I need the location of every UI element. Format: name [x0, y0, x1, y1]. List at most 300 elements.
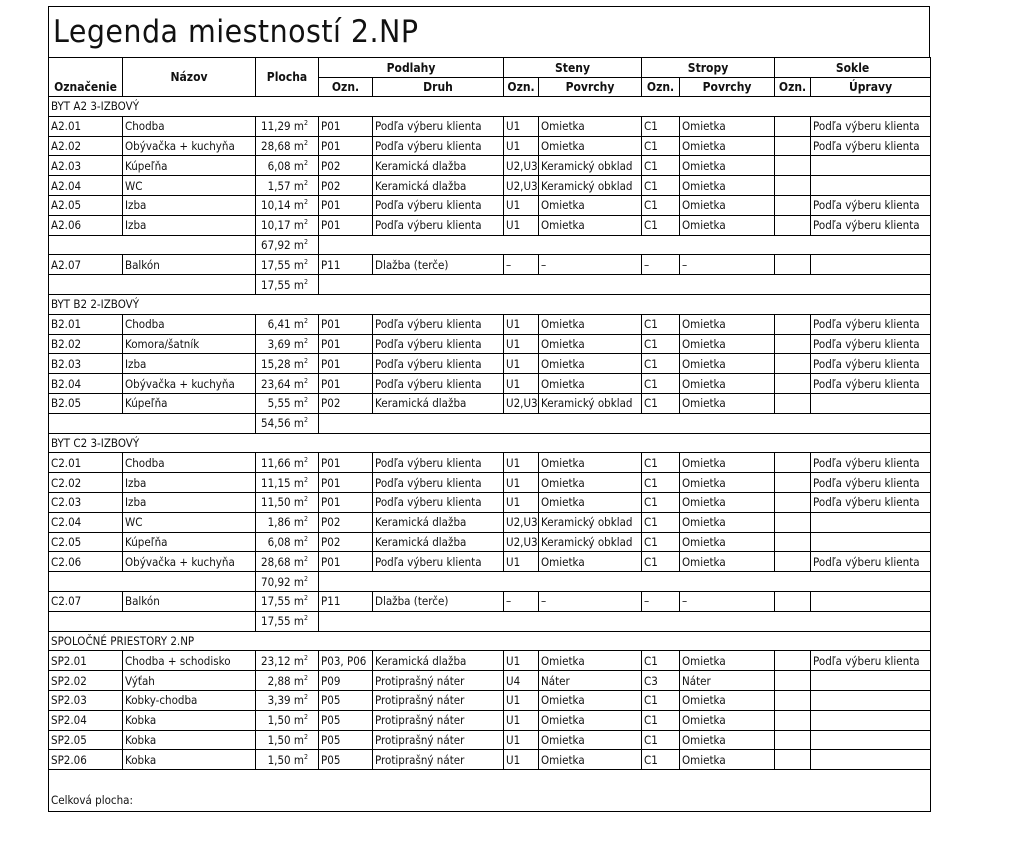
unit-superscript: 2: [303, 218, 308, 227]
cell-podlahy-ozn: P01: [319, 354, 373, 374]
cell-nazov: Kobka: [123, 710, 256, 730]
cell-podlahy-ozn: P01: [319, 334, 373, 354]
cell-stropy-ozn: C1: [642, 552, 680, 572]
cell-stropy-ozn: C1: [642, 176, 680, 196]
cell-steny-povrchy: Omietka: [539, 314, 642, 334]
cell-sokle-ozn: [775, 156, 811, 176]
cell-steny-povrchy: Omietka: [539, 215, 642, 235]
cell-sokle-ozn: [775, 730, 811, 750]
cell-steny-povrchy: Keramický obklad: [539, 393, 642, 413]
table-row: [49, 532, 931, 552]
cell-steny-ozn: U1: [504, 374, 539, 394]
title-box: [48, 6, 930, 57]
cell-steny-povrchy: Omietka: [539, 750, 642, 770]
cell-steny-ozn: U2,U3: [504, 393, 539, 413]
cell-plocha: 11,15 $m^2$: [256, 473, 319, 493]
cell-podlahy-ozn: P05: [319, 710, 373, 730]
cell-steny-povrchy: Omietka: [539, 334, 642, 354]
cell-nazov: Kobka: [123, 730, 256, 750]
cell-sokle-ozn: [775, 255, 811, 275]
unit-superscript: 2: [303, 574, 308, 583]
cell-sokle-ozn: [775, 393, 811, 413]
cell-stropy-ozn: C1: [642, 651, 680, 671]
table-row: [49, 176, 931, 196]
cell-sokle-upravy: [811, 690, 931, 710]
subtotal-row: [49, 413, 931, 433]
cell-sokle-ozn: [775, 116, 811, 136]
cell-sokle-ozn: [775, 750, 811, 770]
unit-superscript: 2: [303, 376, 308, 385]
cell-stropy-ozn: C1: [642, 116, 680, 136]
cell-steny-ozn: U1: [504, 750, 539, 770]
unit-superscript: 2: [303, 495, 308, 504]
cell-stropy-povrchy: Omietka: [680, 710, 775, 730]
cell-sokle-ozn: [775, 136, 811, 156]
cell-sokle-ozn: [775, 176, 811, 196]
cell-steny-povrchy: Keramický obklad: [539, 156, 642, 176]
cell-stropy-povrchy: Omietka: [680, 512, 775, 532]
cell-stropy-povrchy: Omietka: [680, 334, 775, 354]
cell-plocha: 23,12 $m^2$: [256, 651, 319, 671]
cell-nazov: Chodba: [123, 453, 256, 473]
header-oznacenie: Označenie: [49, 58, 123, 97]
room-legend-table: [48, 57, 931, 812]
cell-oznacenie: C2.06: [49, 552, 123, 572]
cell-steny-ozn: U2,U3: [504, 512, 539, 532]
cell-nazov: Izba: [123, 354, 256, 374]
table-row: [49, 453, 931, 473]
cell-sokle-upravy: [811, 393, 931, 413]
cell-plocha: 11,29 $m^2$: [256, 116, 319, 136]
cell-podlahy-ozn: P05: [319, 750, 373, 770]
cell-stropy-ozn: C1: [642, 354, 680, 374]
cell-oznacenie: B2.02: [49, 334, 123, 354]
cell-steny-ozn: U1: [504, 314, 539, 334]
cell-podlahy-druh: Keramická dlažba: [373, 156, 504, 176]
cell-podlahy-druh: Podľa výberu klienta: [373, 453, 504, 473]
cell-sokle-upravy: Podľa výberu klienta: [811, 492, 931, 512]
cell-nazov: Izba: [123, 215, 256, 235]
blank-cell: [49, 413, 256, 433]
cell-podlahy-ozn: P01: [319, 195, 373, 215]
cell-stropy-ozn: C1: [642, 473, 680, 493]
cell-steny-ozn: U1: [504, 552, 539, 572]
cell-stropy-ozn: C1: [642, 156, 680, 176]
cell-podlahy-ozn: P02: [319, 176, 373, 196]
cell-steny-povrchy: Omietka: [539, 492, 642, 512]
cell-sokle-upravy: Podľa výberu klienta: [811, 552, 931, 572]
cell-steny-ozn: –: [504, 591, 539, 611]
cell-stropy-povrchy: Omietka: [680, 393, 775, 413]
unit-superscript: 2: [303, 337, 308, 346]
cell-stropy-povrchy: Omietka: [680, 730, 775, 750]
cell-oznacenie: C2.04: [49, 512, 123, 532]
cell-nazov: Kúpeľňa: [123, 393, 256, 413]
cell-oznacenie: SP2.06: [49, 750, 123, 770]
cell-steny-ozn: U1: [504, 730, 539, 750]
table-row: [49, 334, 931, 354]
cell-nazov: Kúpeľňa: [123, 532, 256, 552]
cell-plocha: 11,50 $m^2$: [256, 492, 319, 512]
header-steny: Steny: [504, 58, 642, 78]
room-legend-sheet: [48, 6, 930, 812]
unit-superscript: 2: [303, 653, 308, 662]
cell-stropy-ozn: C1: [642, 492, 680, 512]
cell-podlahy-druh: Dlažba (terče): [373, 255, 504, 275]
cell-oznacenie: B2.01: [49, 314, 123, 334]
cell-podlahy-ozn: P01: [319, 552, 373, 572]
cell-sokle-ozn: [775, 690, 811, 710]
cell-stropy-ozn: C1: [642, 334, 680, 354]
subtotal-area: 54,56 $m^2$: [256, 413, 319, 433]
cell-stropy-ozn: C1: [642, 730, 680, 750]
total-label: Celková plocha:: [49, 770, 931, 812]
cell-stropy-povrchy: Omietka: [680, 750, 775, 770]
cell-plocha: 28,68 $m^2$: [256, 552, 319, 572]
cell-podlahy-druh: Podľa výberu klienta: [373, 116, 504, 136]
cell-stropy-povrchy: Omietka: [680, 453, 775, 473]
cell-steny-ozn: U2,U3: [504, 176, 539, 196]
cell-plocha: 6,41 $m^2$: [256, 314, 319, 334]
cell-stropy-ozn: C1: [642, 453, 680, 473]
cell-podlahy-druh: Podľa výberu klienta: [373, 195, 504, 215]
cell-plocha: 17,55 $m^2$: [256, 591, 319, 611]
unit-superscript: 2: [303, 139, 308, 148]
cell-sokle-upravy: Podľa výberu klienta: [811, 314, 931, 334]
cell-stropy-povrchy: Omietka: [680, 552, 775, 572]
header-stropy-povrchy: Povrchy: [680, 78, 775, 97]
unit-superscript: 2: [303, 178, 308, 187]
unit-superscript: 2: [303, 475, 308, 484]
cell-oznacenie: A2.03: [49, 156, 123, 176]
cell-sokle-ozn: [775, 334, 811, 354]
subtotal-area: 17,55 $m^2$: [256, 611, 319, 631]
cell-plocha: 2,88 $m^2$: [256, 671, 319, 691]
cell-oznacenie: B2.04: [49, 374, 123, 394]
cell-sokle-ozn: [775, 374, 811, 394]
cell-podlahy-ozn: P01: [319, 314, 373, 334]
table-row: [49, 512, 931, 532]
cell-stropy-povrchy: Omietka: [680, 374, 775, 394]
cell-steny-povrchy: –: [539, 255, 642, 275]
cell-podlahy-druh: Podľa výberu klienta: [373, 354, 504, 374]
cell-podlahy-druh: Keramická dlažba: [373, 651, 504, 671]
cell-steny-povrchy: Omietka: [539, 690, 642, 710]
cell-nazov: WC: [123, 176, 256, 196]
cell-podlahy-druh: Dlažba (terče): [373, 591, 504, 611]
header-steny-ozn: Ozn.: [504, 78, 539, 97]
cell-podlahy-ozn: P01: [319, 374, 373, 394]
cell-steny-ozn: U2,U3: [504, 532, 539, 552]
cell-nazov: Izba: [123, 473, 256, 493]
cell-nazov: Balkón: [123, 255, 256, 275]
cell-oznacenie: A2.02: [49, 136, 123, 156]
section-title: BYT C2 3-IZBOVÝ: [49, 433, 931, 453]
cell-stropy-povrchy: Omietka: [680, 136, 775, 156]
cell-oznacenie: SP2.04: [49, 710, 123, 730]
cell-podlahy-ozn: P02: [319, 512, 373, 532]
cell-sokle-upravy: [811, 176, 931, 196]
table-row: [49, 374, 931, 394]
cell-stropy-povrchy: Omietka: [680, 492, 775, 512]
cell-plocha: 5,55 $m^2$: [256, 393, 319, 413]
cell-stropy-ozn: –: [642, 591, 680, 611]
unit-superscript: 2: [303, 257, 308, 266]
cell-stropy-povrchy: Omietka: [680, 532, 775, 552]
table-row: [49, 473, 931, 493]
cell-sokle-upravy: Podľa výberu klienta: [811, 354, 931, 374]
cell-steny-povrchy: Omietka: [539, 473, 642, 493]
cell-sokle-ozn: [775, 195, 811, 215]
section-header-row: [49, 433, 931, 453]
table-row: [49, 116, 931, 136]
table-row: [49, 136, 931, 156]
total-row: [49, 770, 931, 812]
header-stropy: Stropy: [642, 58, 775, 78]
table-row: [49, 750, 931, 770]
cell-nazov: Chodba: [123, 314, 256, 334]
cell-steny-ozn: U4: [504, 671, 539, 691]
cell-steny-ozn: –: [504, 255, 539, 275]
table-row: [49, 671, 931, 691]
header-podlahy: Podlahy: [319, 58, 504, 78]
cell-podlahy-druh: Keramická dlažba: [373, 393, 504, 413]
cell-sokle-upravy: [811, 591, 931, 611]
cell-oznacenie: C2.01: [49, 453, 123, 473]
cell-stropy-povrchy: Omietka: [680, 354, 775, 374]
unit-superscript: 2: [303, 594, 308, 603]
section-header-row: [49, 97, 931, 117]
cell-steny-povrchy: Omietka: [539, 730, 642, 750]
cell-nazov: Komora/šatník: [123, 334, 256, 354]
unit-superscript: 2: [303, 693, 308, 702]
cell-stropy-ozn: C1: [642, 374, 680, 394]
cell-sokle-ozn: [775, 512, 811, 532]
cell-oznacenie: B2.05: [49, 393, 123, 413]
cell-podlahy-druh: Podľa výberu klienta: [373, 374, 504, 394]
cell-nazov: Izba: [123, 492, 256, 512]
table-row: [49, 492, 931, 512]
cell-stropy-povrchy: Omietka: [680, 156, 775, 176]
table-row: [49, 354, 931, 374]
subtotal-row: [49, 235, 931, 255]
cell-sokle-ozn: [775, 453, 811, 473]
cell-oznacenie: A2.06: [49, 215, 123, 235]
cell-sokle-upravy: [811, 255, 931, 275]
cell-oznacenie: SP2.02: [49, 671, 123, 691]
blank-cell: [49, 572, 256, 592]
cell-plocha: 1,57 $m^2$: [256, 176, 319, 196]
cell-sokle-upravy: Podľa výberu klienta: [811, 374, 931, 394]
cell-oznacenie: A2.04: [49, 176, 123, 196]
cell-steny-povrchy: Keramický obklad: [539, 532, 642, 552]
cell-nazov: Chodba + schodisko: [123, 651, 256, 671]
cell-podlahy-druh: Protiprašný náter: [373, 730, 504, 750]
cell-oznacenie: SP2.05: [49, 730, 123, 750]
subtotal-area: 67,92 $m^2$: [256, 235, 319, 255]
cell-sokle-upravy: Podľa výberu klienta: [811, 215, 931, 235]
cell-stropy-povrchy: –: [680, 255, 775, 275]
cell-sokle-ozn: [775, 591, 811, 611]
cell-plocha: 6,08 $m^2$: [256, 532, 319, 552]
header-podlahy-druh: Druh: [373, 78, 504, 97]
cell-plocha: 10,14 $m^2$: [256, 195, 319, 215]
cell-sokle-upravy: [811, 532, 931, 552]
cell-sokle-upravy: Podľa výberu klienta: [811, 116, 931, 136]
cell-podlahy-ozn: P01: [319, 116, 373, 136]
cell-sokle-upravy: Podľa výberu klienta: [811, 136, 931, 156]
cell-plocha: 1,50 $m^2$: [256, 710, 319, 730]
cell-stropy-povrchy: Omietka: [680, 195, 775, 215]
cell-podlahy-druh: Protiprašný náter: [373, 690, 504, 710]
cell-nazov: Obývačka + kuchyňa: [123, 374, 256, 394]
cell-nazov: Izba: [123, 195, 256, 215]
cell-steny-ozn: U1: [504, 492, 539, 512]
blank-cell: [319, 275, 931, 295]
cell-stropy-povrchy: –: [680, 591, 775, 611]
cell-stropy-povrchy: Omietka: [680, 116, 775, 136]
cell-steny-povrchy: Keramický obklad: [539, 176, 642, 196]
cell-podlahy-ozn: P01: [319, 473, 373, 493]
unit-superscript: 2: [303, 455, 308, 464]
cell-stropy-povrchy: Omietka: [680, 215, 775, 235]
cell-nazov: Balkón: [123, 591, 256, 611]
cell-steny-ozn: U1: [504, 195, 539, 215]
blank-cell: [319, 611, 931, 631]
unit-superscript: 2: [303, 535, 308, 544]
table-row: [49, 255, 931, 275]
section-header-row: [49, 631, 931, 651]
blank-cell: [319, 413, 931, 433]
cell-sokle-upravy: Podľa výberu klienta: [811, 651, 931, 671]
unit-superscript: 2: [303, 752, 308, 761]
subtotal-area: 17,55 $m^2$: [256, 275, 319, 295]
cell-sokle-upravy: Podľa výberu klienta: [811, 453, 931, 473]
cell-podlahy-ozn: P11: [319, 591, 373, 611]
cell-stropy-ozn: C1: [642, 690, 680, 710]
cell-podlahy-ozn: P02: [319, 393, 373, 413]
table-row: [49, 651, 931, 671]
cell-podlahy-druh: Podľa výberu klienta: [373, 136, 504, 156]
cell-nazov: Obývačka + kuchyňa: [123, 136, 256, 156]
cell-plocha: 17,55 $m^2$: [256, 255, 319, 275]
unit-superscript: 2: [303, 198, 308, 207]
cell-podlahy-druh: Keramická dlažba: [373, 512, 504, 532]
header-nazov: Názov: [123, 58, 256, 97]
cell-podlahy-ozn: P09: [319, 671, 373, 691]
cell-podlahy-druh: Protiprašný náter: [373, 750, 504, 770]
cell-podlahy-druh: Protiprašný náter: [373, 671, 504, 691]
cell-oznacenie: SP2.03: [49, 690, 123, 710]
unit-superscript: 2: [303, 416, 308, 425]
unit-superscript: 2: [303, 713, 308, 722]
cell-steny-ozn: U1: [504, 710, 539, 730]
cell-steny-povrchy: Náter: [539, 671, 642, 691]
cell-oznacenie: C2.03: [49, 492, 123, 512]
cell-nazov: Obývačka + kuchyňa: [123, 552, 256, 572]
header-podlahy-ozn: Ozn.: [319, 78, 373, 97]
table-row: [49, 156, 931, 176]
cell-sokle-ozn: [775, 354, 811, 374]
header-sokle-upravy: Úpravy: [811, 78, 931, 97]
cell-oznacenie: A2.01: [49, 116, 123, 136]
cell-nazov: Kobky-chodba: [123, 690, 256, 710]
subtotal-row: [49, 572, 931, 592]
cell-steny-povrchy: Omietka: [539, 374, 642, 394]
unit-superscript: 2: [303, 158, 308, 167]
unit-superscript: 2: [303, 277, 308, 286]
cell-steny-ozn: U1: [504, 651, 539, 671]
cell-stropy-ozn: C1: [642, 512, 680, 532]
cell-stropy-povrchy: Omietka: [680, 473, 775, 493]
cell-steny-povrchy: Omietka: [539, 354, 642, 374]
cell-steny-povrchy: Omietka: [539, 552, 642, 572]
cell-plocha: 1,86 $m^2$: [256, 512, 319, 532]
cell-steny-ozn: U1: [504, 354, 539, 374]
table-row: [49, 393, 931, 413]
unit-superscript: 2: [303, 673, 308, 682]
cell-steny-povrchy: Omietka: [539, 453, 642, 473]
blank-cell: [49, 235, 256, 255]
table-row: [49, 730, 931, 750]
cell-stropy-povrchy: Omietka: [680, 690, 775, 710]
cell-plocha: 1,50 $m^2$: [256, 730, 319, 750]
cell-sokle-upravy: Podľa výberu klienta: [811, 195, 931, 215]
cell-sokle-upravy: [811, 512, 931, 532]
cell-sokle-upravy: Podľa výberu klienta: [811, 334, 931, 354]
cell-plocha: 11,66 $m^2$: [256, 453, 319, 473]
cell-sokle-ozn: [775, 492, 811, 512]
cell-oznacenie: C2.07: [49, 591, 123, 611]
cell-steny-ozn: U1: [504, 334, 539, 354]
section-header-row: [49, 294, 931, 314]
table-row: [49, 690, 931, 710]
cell-oznacenie: A2.07: [49, 255, 123, 275]
cell-steny-povrchy: Omietka: [539, 651, 642, 671]
header-sokle: Sokle: [775, 58, 931, 78]
section-title: SPOLOČNÉ PRIESTORY 2.NP: [49, 631, 931, 651]
table-body: [49, 97, 931, 812]
cell-sokle-upravy: [811, 750, 931, 770]
cell-stropy-povrchy: Omietka: [680, 176, 775, 196]
cell-plocha: 6,08 $m^2$: [256, 156, 319, 176]
cell-stropy-ozn: C1: [642, 393, 680, 413]
unit-superscript: 2: [303, 317, 308, 326]
cell-steny-ozn: U1: [504, 116, 539, 136]
cell-sokle-upravy: [811, 156, 931, 176]
cell-sokle-ozn: [775, 473, 811, 493]
cell-steny-ozn: U1: [504, 690, 539, 710]
unit-superscript: 2: [303, 238, 308, 247]
cell-stropy-povrchy: Omietka: [680, 651, 775, 671]
cell-stropy-ozn: C1: [642, 195, 680, 215]
cell-podlahy-ozn: P02: [319, 156, 373, 176]
cell-nazov: Výťah: [123, 671, 256, 691]
cell-nazov: Kobka: [123, 750, 256, 770]
subtotal-row: [49, 611, 931, 631]
cell-steny-povrchy: Keramický obklad: [539, 512, 642, 532]
cell-plocha: 10,17 $m^2$: [256, 215, 319, 235]
cell-nazov: Kúpeľňa: [123, 156, 256, 176]
cell-sokle-ozn: [775, 532, 811, 552]
cell-stropy-ozn: C1: [642, 532, 680, 552]
section-title: BYT A2 3-IZBOVÝ: [49, 97, 931, 117]
table-row: [49, 215, 931, 235]
cell-stropy-povrchy: Náter: [680, 671, 775, 691]
cell-podlahy-ozn: P01: [319, 492, 373, 512]
cell-sokle-ozn: [775, 671, 811, 691]
cell-sokle-upravy: Podľa výberu klienta: [811, 473, 931, 493]
